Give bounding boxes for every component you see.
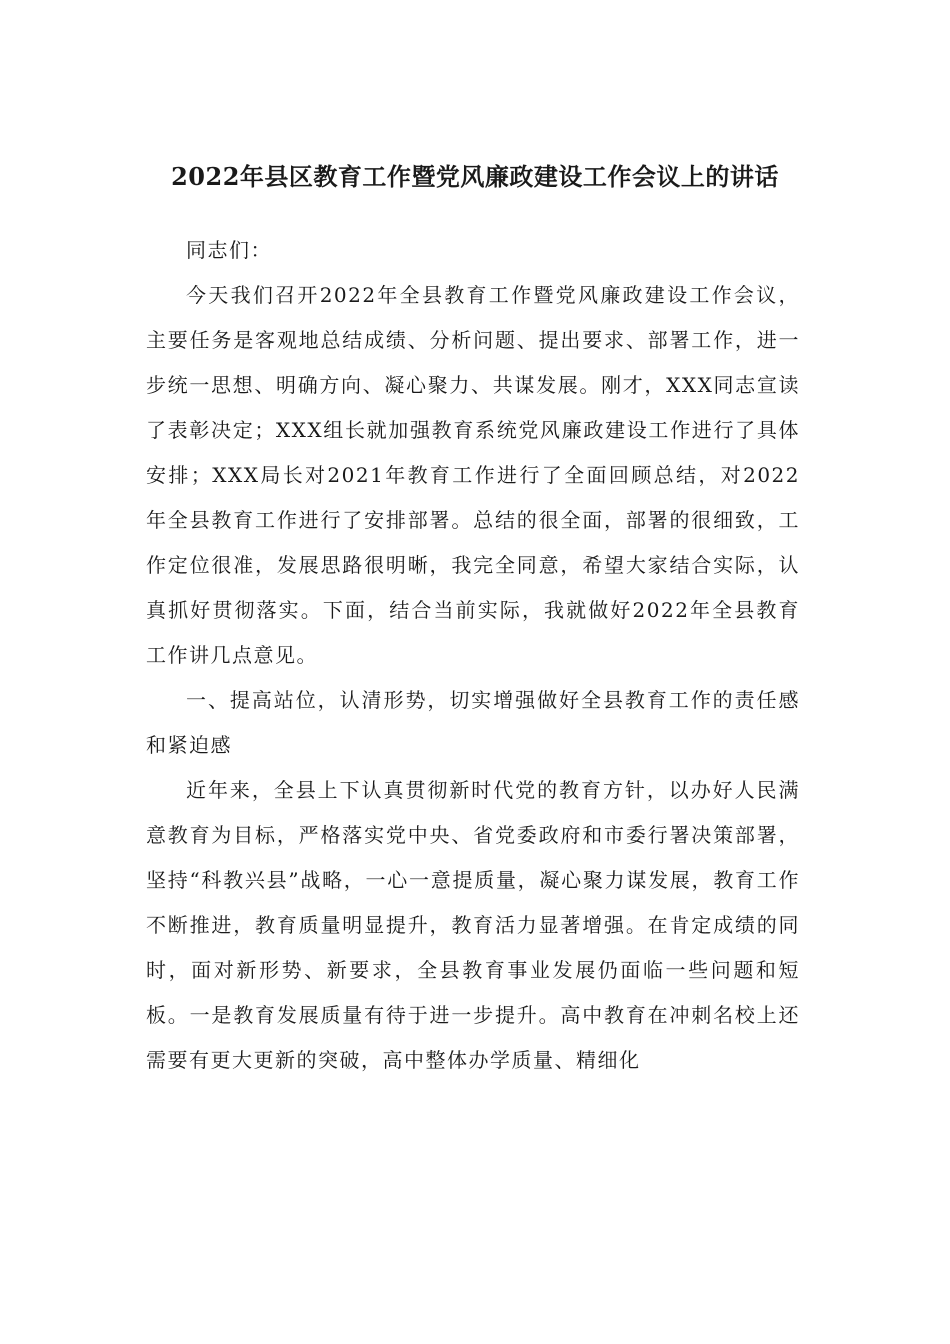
salutation-paragraph: 同志们：	[186, 238, 272, 262]
document-title: 2022年县区教育工作暨党风廉政建设工作会议上的讲话	[171, 162, 779, 191]
body-paragraph: 近年来，全县上下认真贯彻新时代党的教育方针，以办好人民满意教育为目标，严格落实党中央、省党委政府和市委行署决策部署，坚持“科教兴县”战略，一心一意提质量，凝心聚力谋发展，教育工作不断推进，教育质量明显提升，教育活力显著增强。在肯定成绩的同时，面对新形势、新要求，全县教育事业发展仍面临一些问题和短板。一是教育发展质量有待于进一步提升。高中教育在冲刺名校上还需要有更大更新的突破，高中整体办学质量、精细化	[146, 778, 800, 1072]
intro-paragraph: 今天我们召开2022年全县教育工作暨党风廉政建设工作会议，主要任务是客观地总结成绩、分析问题、提出要求、部署工作，进一步统一思想、明确方向、凝心聚力、共谋发展。刚才，XXX同志宣读了表彰决定；XXX组长就加强教育系统党风廉政建设工作进行了具体安排；XXX局长对2021年教育工作进行了全面回顾总结，对2022年全县教育工作进行了安排部署。总结的很全面，部署的很细致，工作定位很准，发展思路很明晰，我完全同意，希望大家结合实际，认真抓好贯彻落实。下面，结合当前实际，我就做好2022年全县教育工作讲几点意见。	[146, 283, 800, 667]
document-body	[146, 228, 800, 1083]
section-heading-paragraph: 一、提高站位，认清形势，切实增强做好全县教育工作的责任感和紧迫感	[146, 688, 800, 757]
